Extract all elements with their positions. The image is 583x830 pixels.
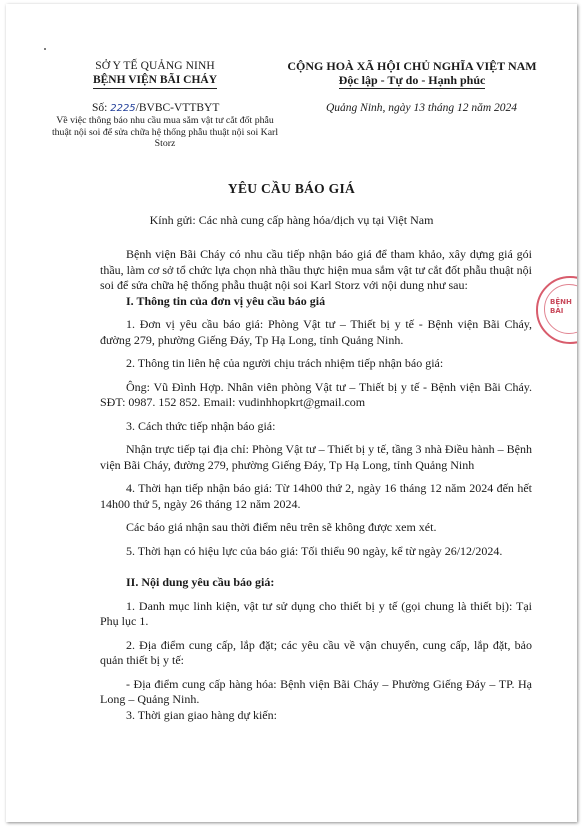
document-date: Quảng Ninh, ngày 13 tháng 12 năm 2024 — [326, 102, 518, 114]
stamp-text-line-1: BỆNH — [550, 298, 572, 306]
national-motto: Độc lập - Tự do - Hạnh phúc — [338, 73, 486, 87]
section-2-item-2-location: - Địa điểm cung cấp hàng hóa: Bệnh viện Bãi Cháy – Phường Giếng Đáy – TP. Hạ Long – Quảng Ninh. — [100, 676, 532, 706]
recipient-line: Kính gửi: Các nhà cung cấp hàng hóa/dịch vụ tại Việt Nam — [149, 213, 434, 227]
intro-paragraph: Bệnh viện Bãi Cháy có nhu cầu tiếp nhận báo giá để tham khảo, xây dựng giá gói thầu, làm cơ sở tổ chức lựa chọn nhà thầu thực hiện mua sắm vật tư cắt đốt phẫu thuật nội soi để sửa chữa hệ thống phẫu thuật nội soi Karl Storz với nội dung như sau: — [100, 247, 532, 292]
paragraph-4: 4. Thời hạn tiếp nhận báo giá: Từ 14h00 thứ 2, ngày 16 tháng 12 năm 2024 đến hết 14h00 thứ 5, ngày 26 tháng 12 năm 2024. — [100, 481, 532, 511]
section-1-heading: I. Thông tin của đơn vị yêu cầu báo giá — [126, 293, 326, 308]
paragraph-3: 3. Cách thức tiếp nhận báo giá: — [126, 418, 276, 433]
national-title: CỘNG HOÀ XÃ HỘI CHỦ NGHĨA VIỆT NAM — [287, 59, 537, 73]
paragraph-2: 2. Thông tin liên hệ của người chịu trách nhiệm tiếp nhận báo giá: — [126, 356, 444, 370]
paragraph-3-address: Nhận trực tiếp tại địa chỉ: Phòng Vật tư – Thiết bị y tế, tầng 3 nhà Điều hành – Bệnh viện Bãi Cháy, đường 279, phường Giếng Đáy, Tp Hạ Long, tỉnh Quảng Ninh — [100, 442, 532, 472]
paragraph-2-contact: Ông: Vũ Đình Hợp. Nhân viên phòng Vật tư – Thiết bị y tế - Bệnh viện Bãi Cháy. SĐT: 0987. 152 852. Email: vudinhhopkrt@gmail.com — [100, 379, 532, 409]
document-page — [6, 4, 577, 822]
paragraph-4-note: Các báo giá nhận sau thời điểm nêu trên sẽ không được xem xét. — [126, 520, 437, 534]
subject-line: Về việc thông báo nhu cầu mua sắm vật tư cắt đốt phẫu thuật nội soi để sửa chữa hệ thống phẫu thuật nội soi Karl Storz — [51, 115, 279, 149]
scan-speck — [44, 48, 46, 50]
issuer-header — [60, 59, 250, 89]
paragraph-5: 5. Thời hạn có hiệu lực của báo giá: Tối thiểu 90 ngày, kể từ ngày 26/12/2024. — [126, 543, 503, 558]
national-header — [272, 59, 552, 89]
issuer-name: BỆNH VIỆN BÃI CHÁY — [93, 73, 217, 89]
issuer-parent: SỞ Y TẾ QUẢNG NINH — [95, 60, 215, 72]
document-number-handwritten: 2225 — [110, 103, 136, 114]
paragraph-1: 1. Đơn vị yêu cầu báo giá: Phòng Vật tư – Thiết bị y tế - Bệnh viện Bãi Cháy, đường 279, phường Giếng Đáy, Tp Hạ Long, tỉnh Quảng Ninh. — [100, 317, 532, 347]
document-number — [92, 102, 219, 114]
document-body — [100, 247, 532, 723]
section-2-item-3: 3. Thời gian giao hàng dự kiến: — [126, 707, 277, 722]
document-title: YÊU CẦU BÁO GIÁ — [227, 181, 356, 196]
stamp-text-line-2: BÃI — [550, 307, 564, 315]
document-number-suffix: /BVBC-VTTBYT — [135, 102, 220, 114]
red-seal-stamp — [536, 276, 577, 344]
section-2-item-1: 1. Danh mục linh kiện, vật tư sử dụng cho thiết bị y tế (gọi chung là thiết bị): Tại Phụ lục 1. — [100, 598, 532, 628]
section-2-heading: II. Nội dung yêu cầu báo giá: — [126, 575, 275, 589]
document-number-label: Số: — [92, 102, 108, 114]
section-2-item-2: 2. Địa điểm cung cấp, lắp đặt; các yêu cầu về vận chuyển, cung cấp, lắp đặt, bảo quản thiết bị y tế: — [100, 637, 532, 667]
